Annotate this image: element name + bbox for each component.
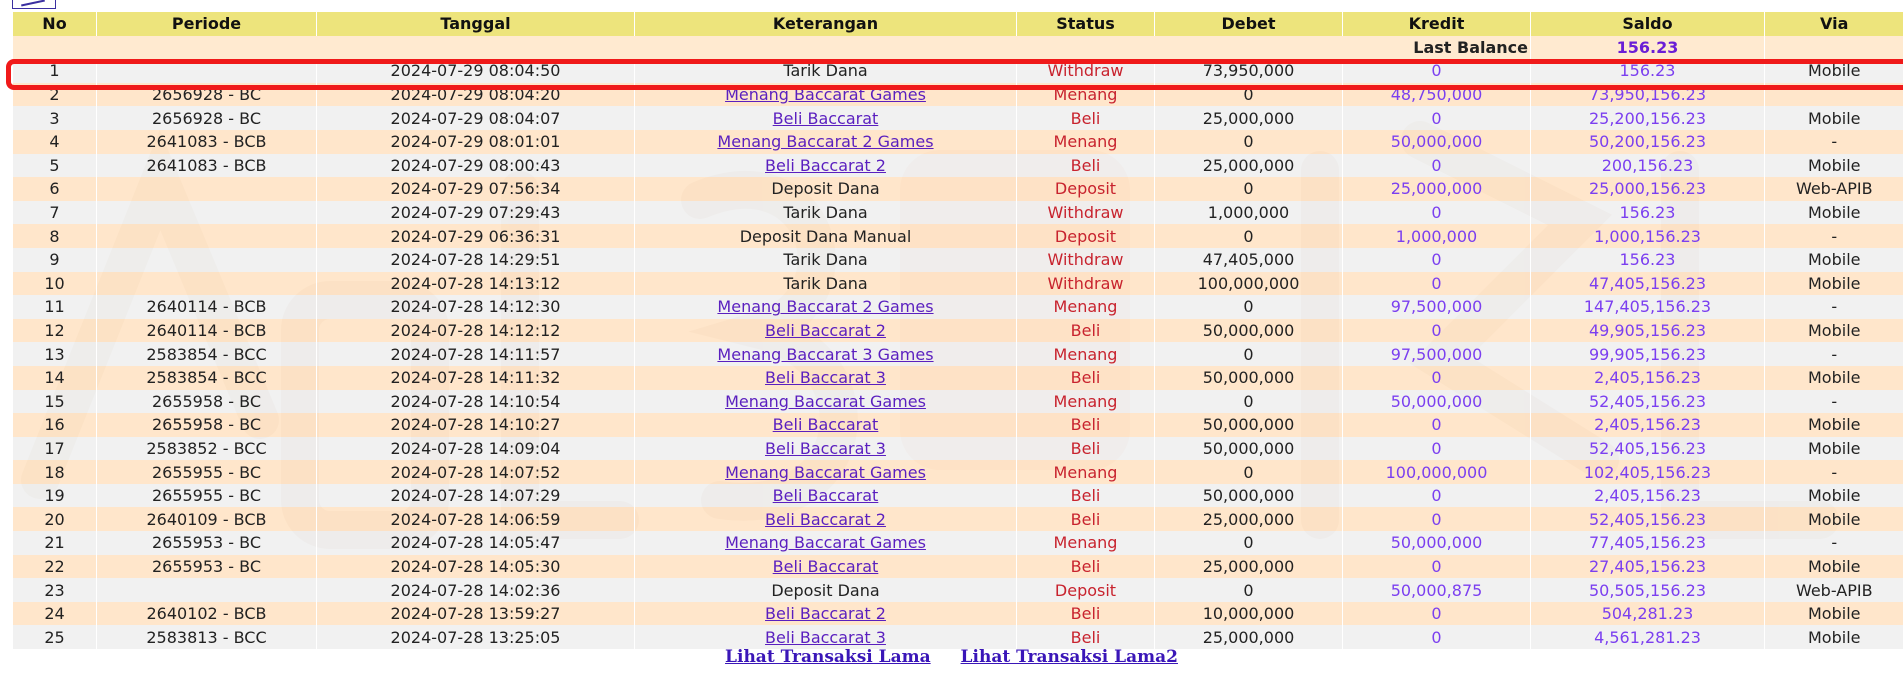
- cell-keterangan: [635, 437, 1017, 461]
- cell-periode: 2655953 - BC: [97, 531, 317, 555]
- keterangan-link[interactable]: Beli Baccarat 2: [765, 321, 886, 341]
- cell-tanggal: 2024-07-28 14:02:36: [317, 578, 635, 602]
- cell-no: 19: [13, 484, 97, 508]
- col-header-keterangan[interactable]: Keterangan: [635, 12, 1017, 36]
- keterangan-link[interactable]: Menang Baccarat Games: [725, 391, 926, 411]
- table-row: [13, 578, 1903, 602]
- cell-via: Web-APIB: [1765, 578, 1903, 602]
- cell-kredit: 0: [1343, 625, 1531, 649]
- table-row: [13, 460, 1903, 484]
- table-row: [13, 507, 1903, 531]
- cell-no: 1: [13, 59, 97, 83]
- cell-debet: 50,000,000: [1155, 366, 1343, 390]
- cell-saldo: 2,405,156.23: [1531, 413, 1765, 437]
- table-row: [13, 319, 1903, 343]
- envelope-icon[interactable]: [12, 0, 56, 9]
- cell-status: Beli: [1017, 413, 1155, 437]
- cell-tanggal: 2024-07-29 08:04:20: [317, 83, 635, 107]
- cell-kredit: 50,000,875: [1343, 578, 1531, 602]
- cell-tanggal: 2024-07-28 13:59:27: [317, 602, 635, 626]
- cell-periode: 2583813 - BCC: [97, 625, 317, 649]
- cell-saldo: 4,561,281.23: [1531, 625, 1765, 649]
- cell-no: 25: [13, 625, 97, 649]
- cell-kredit: 0: [1343, 507, 1531, 531]
- cell-no: 11: [13, 295, 97, 319]
- cell-saldo: 52,405,156.23: [1531, 390, 1765, 414]
- cell-periode: 2655953 - BC: [97, 555, 317, 579]
- table-row: [13, 154, 1903, 178]
- cell-no: 2: [13, 83, 97, 107]
- cell-keterangan: [635, 460, 1017, 484]
- cell-no: 6: [13, 177, 97, 201]
- cell-via: Mobile: [1765, 555, 1903, 579]
- cell-kredit: 0: [1343, 437, 1531, 461]
- cell-periode: [97, 248, 317, 272]
- last-balance-label: Last Balance: [13, 36, 1531, 60]
- col-header-status[interactable]: Status: [1017, 12, 1155, 36]
- cell-saldo: 47,405,156.23: [1531, 272, 1765, 296]
- cell-status: Menang: [1017, 342, 1155, 366]
- last-balance-row: [13, 36, 1903, 60]
- table-row: [13, 484, 1903, 508]
- cell-keterangan: [635, 625, 1017, 649]
- cell-keterangan: [635, 531, 1017, 555]
- cell-tanggal: 2024-07-28 14:05:30: [317, 555, 635, 579]
- cell-tanggal: 2024-07-29 08:04:07: [317, 106, 635, 130]
- cell-status: Beli: [1017, 484, 1155, 508]
- keterangan-link[interactable]: Beli Baccarat 3: [765, 627, 886, 647]
- cell-status: Beli: [1017, 625, 1155, 649]
- cell-via: Mobile: [1765, 201, 1903, 225]
- cell-via: Mobile: [1765, 413, 1903, 437]
- cell-debet: 0: [1155, 224, 1343, 248]
- cell-tanggal: 2024-07-28 14:10:54: [317, 390, 635, 414]
- cell-saldo: 50,200,156.23: [1531, 130, 1765, 154]
- cell-keterangan: Tarik Dana: [635, 248, 1017, 272]
- cell-status: Withdraw: [1017, 59, 1155, 83]
- keterangan-link[interactable]: Menang Baccarat Games: [725, 462, 926, 482]
- cell-kredit: 0: [1343, 413, 1531, 437]
- cell-periode: 2640109 - BCB: [97, 507, 317, 531]
- cell-status: Beli: [1017, 437, 1155, 461]
- cell-kredit: 0: [1343, 106, 1531, 130]
- cell-debet: 1,000,000: [1155, 201, 1343, 225]
- cell-keterangan: [635, 555, 1017, 579]
- cell-kredit: 25,000,000: [1343, 177, 1531, 201]
- cell-kredit: 0: [1343, 154, 1531, 178]
- cell-status: Menang: [1017, 460, 1155, 484]
- table-row: [13, 413, 1903, 437]
- col-header-periode[interactable]: Periode: [97, 12, 317, 36]
- table-row: [13, 201, 1903, 225]
- cell-saldo: 2,405,156.23: [1531, 484, 1765, 508]
- cell-periode: 2583854 - BCC: [97, 366, 317, 390]
- cell-no: 24: [13, 602, 97, 626]
- table-row: [13, 248, 1903, 272]
- cell-status: Deposit: [1017, 578, 1155, 602]
- cell-saldo: 25,200,156.23: [1531, 106, 1765, 130]
- cell-via: Mobile: [1765, 59, 1903, 83]
- keterangan-link[interactable]: Menang Baccarat 2 Games: [717, 132, 934, 152]
- cell-saldo: 27,405,156.23: [1531, 555, 1765, 579]
- cell-via: Web-APIB: [1765, 177, 1903, 201]
- cell-via: Mobile: [1765, 154, 1903, 178]
- keterangan-link[interactable]: Beli Baccarat 2: [765, 604, 886, 624]
- cell-kredit: 100,000,000: [1343, 460, 1531, 484]
- cell-status: Beli: [1017, 366, 1155, 390]
- cell-no: 7: [13, 201, 97, 225]
- cell-saldo: 147,405,156.23: [1531, 295, 1765, 319]
- cell-tanggal: 2024-07-29 08:00:43: [317, 154, 635, 178]
- cell-via: -: [1765, 130, 1903, 154]
- cell-periode: 2655958 - BC: [97, 413, 317, 437]
- cell-periode: 2640114 - BCB: [97, 319, 317, 343]
- cell-saldo: 156.23: [1531, 248, 1765, 272]
- cell-periode: 2640114 - BCB: [97, 295, 317, 319]
- cell-periode: [97, 201, 317, 225]
- cell-status: Withdraw: [1017, 248, 1155, 272]
- cell-via: -: [1765, 342, 1903, 366]
- cell-no: 9: [13, 248, 97, 272]
- cell-saldo: 49,905,156.23: [1531, 319, 1765, 343]
- cell-kredit: 97,500,000: [1343, 295, 1531, 319]
- table-header-row: [13, 12, 1903, 36]
- cell-debet: 0: [1155, 177, 1343, 201]
- cell-no: 3: [13, 106, 97, 130]
- cell-tanggal: 2024-07-28 14:12:30: [317, 295, 635, 319]
- cell-debet: 0: [1155, 531, 1343, 555]
- cell-tanggal: 2024-07-29 07:29:43: [317, 201, 635, 225]
- cell-kredit: 0: [1343, 272, 1531, 296]
- cell-keterangan: [635, 154, 1017, 178]
- cell-debet: 25,000,000: [1155, 507, 1343, 531]
- cell-tanggal: 2024-07-28 14:09:04: [317, 437, 635, 461]
- cell-saldo: 52,405,156.23: [1531, 437, 1765, 461]
- table-row: [13, 366, 1903, 390]
- cell-no: 17: [13, 437, 97, 461]
- last-balance-empty: [1765, 36, 1903, 60]
- table-row: [13, 295, 1903, 319]
- cell-saldo: 25,000,156.23: [1531, 177, 1765, 201]
- cell-no: 21: [13, 531, 97, 555]
- cell-tanggal: 2024-07-28 14:29:51: [317, 248, 635, 272]
- cell-debet: 0: [1155, 390, 1343, 414]
- cell-periode: 2641083 - BCB: [97, 130, 317, 154]
- cell-tanggal: 2024-07-28 14:11:32: [317, 366, 635, 390]
- table-row: [13, 224, 1903, 248]
- col-header-saldo[interactable]: Saldo: [1531, 12, 1765, 36]
- cell-no: 20: [13, 507, 97, 531]
- cell-keterangan: Deposit Dana: [635, 578, 1017, 602]
- cell-status: Menang: [1017, 531, 1155, 555]
- cell-status: Menang: [1017, 130, 1155, 154]
- cell-via: Mobile: [1765, 272, 1903, 296]
- keterangan-link[interactable]: Beli Baccarat 3: [765, 438, 886, 458]
- cell-debet: 50,000,000: [1155, 484, 1343, 508]
- cell-kredit: 48,750,000: [1343, 83, 1531, 107]
- cell-via: [1765, 83, 1903, 107]
- cell-keterangan: [635, 484, 1017, 508]
- cell-periode: 2655958 - BC: [97, 390, 317, 414]
- cell-periode: 2583852 - BCC: [97, 437, 317, 461]
- cell-via: Mobile: [1765, 437, 1903, 461]
- cell-no: 18: [13, 460, 97, 484]
- cell-no: 10: [13, 272, 97, 296]
- cell-debet: 25,000,000: [1155, 555, 1343, 579]
- cell-status: Beli: [1017, 319, 1155, 343]
- keterangan-link[interactable]: Beli Baccarat 2: [765, 155, 886, 175]
- cell-keterangan: [635, 83, 1017, 107]
- cell-via: -: [1765, 295, 1903, 319]
- cell-tanggal: 2024-07-28 14:13:12: [317, 272, 635, 296]
- cell-status: Beli: [1017, 602, 1155, 626]
- cell-kredit: 0: [1343, 555, 1531, 579]
- cell-status: Withdraw: [1017, 272, 1155, 296]
- cell-keterangan: [635, 602, 1017, 626]
- cell-debet: 50,000,000: [1155, 413, 1343, 437]
- cell-debet: 50,000,000: [1155, 437, 1343, 461]
- cell-debet: 73,950,000: [1155, 59, 1343, 83]
- last-balance-value: 156.23: [1531, 36, 1765, 60]
- table-row: [13, 342, 1903, 366]
- table-row: [13, 83, 1903, 107]
- cell-kredit: 0: [1343, 484, 1531, 508]
- cell-via: -: [1765, 390, 1903, 414]
- cell-keterangan: [635, 413, 1017, 437]
- cell-via: -: [1765, 224, 1903, 248]
- cell-no: 14: [13, 366, 97, 390]
- cell-saldo: 99,905,156.23: [1531, 342, 1765, 366]
- keterangan-link[interactable]: Menang Baccarat 3 Games: [717, 344, 934, 364]
- cell-kredit: 0: [1343, 201, 1531, 225]
- cell-debet: 100,000,000: [1155, 272, 1343, 296]
- keterangan-link[interactable]: Menang Baccarat Games: [725, 533, 926, 553]
- table-row: [13, 602, 1903, 626]
- table-row: [13, 177, 1903, 201]
- cell-debet: 0: [1155, 460, 1343, 484]
- cell-no: 5: [13, 154, 97, 178]
- cell-status: Menang: [1017, 295, 1155, 319]
- cell-no: 22: [13, 555, 97, 579]
- cell-kredit: 50,000,000: [1343, 531, 1531, 555]
- cell-keterangan: [635, 342, 1017, 366]
- cell-tanggal: 2024-07-28 14:11:57: [317, 342, 635, 366]
- table-row: [13, 390, 1903, 414]
- cell-via: Mobile: [1765, 484, 1903, 508]
- cell-periode: [97, 224, 317, 248]
- cell-via: Mobile: [1765, 106, 1903, 130]
- cell-keterangan: [635, 390, 1017, 414]
- cell-periode: 2656928 - BC: [97, 83, 317, 107]
- cell-via: Mobile: [1765, 319, 1903, 343]
- table-row: [13, 437, 1903, 461]
- keterangan-link[interactable]: Beli Baccarat 2: [765, 509, 886, 529]
- cell-debet: 25,000,000: [1155, 106, 1343, 130]
- cell-saldo: 73,950,156.23: [1531, 83, 1765, 107]
- cell-keterangan: Tarik Dana: [635, 272, 1017, 296]
- cell-keterangan: Tarik Dana: [635, 201, 1017, 225]
- cell-keterangan: [635, 295, 1017, 319]
- cell-saldo: 77,405,156.23: [1531, 531, 1765, 555]
- cell-saldo: 50,505,156.23: [1531, 578, 1765, 602]
- footer-links: [0, 647, 1903, 673]
- cell-kredit: 0: [1343, 366, 1531, 390]
- cell-keterangan: [635, 130, 1017, 154]
- table-row: [13, 555, 1903, 579]
- cell-debet: 47,405,000: [1155, 248, 1343, 272]
- cell-via: Mobile: [1765, 507, 1903, 531]
- cell-via: -: [1765, 460, 1903, 484]
- cell-saldo: 504,281.23: [1531, 602, 1765, 626]
- cell-periode: 2640102 - BCB: [97, 602, 317, 626]
- cell-kredit: 0: [1343, 248, 1531, 272]
- keterangan-link[interactable]: Menang Baccarat Games: [725, 85, 926, 105]
- cell-status: Menang: [1017, 83, 1155, 107]
- cell-tanggal: 2024-07-28 14:12:12: [317, 319, 635, 343]
- keterangan-link[interactable]: Beli Baccarat: [772, 486, 879, 506]
- cell-saldo: 2,405,156.23: [1531, 366, 1765, 390]
- table-row: [13, 625, 1903, 649]
- cell-status: Beli: [1017, 507, 1155, 531]
- cell-tanggal: 2024-07-28 14:07:29: [317, 484, 635, 508]
- cell-tanggal: 2024-07-28 13:25:05: [317, 625, 635, 649]
- cell-kredit: 50,000,000: [1343, 130, 1531, 154]
- cell-via: Mobile: [1765, 366, 1903, 390]
- cell-debet: 25,000,000: [1155, 154, 1343, 178]
- cell-debet: 0: [1155, 295, 1343, 319]
- cell-periode: [97, 177, 317, 201]
- cell-no: 8: [13, 224, 97, 248]
- cell-via: Mobile: [1765, 602, 1903, 626]
- cell-status: Deposit: [1017, 224, 1155, 248]
- table-row: [13, 272, 1903, 296]
- cell-status: Beli: [1017, 555, 1155, 579]
- table-row: [13, 106, 1903, 130]
- cell-periode: 2583854 - BCC: [97, 342, 317, 366]
- cell-keterangan: [635, 507, 1017, 531]
- col-header-kredit[interactable]: Kredit: [1343, 12, 1531, 36]
- cell-keterangan: Tarik Dana: [635, 59, 1017, 83]
- cell-debet: 0: [1155, 130, 1343, 154]
- cell-status: Deposit: [1017, 177, 1155, 201]
- cell-debet: 0: [1155, 342, 1343, 366]
- cell-debet: 50,000,000: [1155, 319, 1343, 343]
- cell-tanggal: 2024-07-29 06:36:31: [317, 224, 635, 248]
- cell-no: 13: [13, 342, 97, 366]
- cell-keterangan: [635, 319, 1017, 343]
- cell-status: Menang: [1017, 390, 1155, 414]
- cell-keterangan: Deposit Dana: [635, 177, 1017, 201]
- cell-saldo: 156.23: [1531, 201, 1765, 225]
- cell-saldo: 52,405,156.23: [1531, 507, 1765, 531]
- cell-saldo: 156.23: [1531, 59, 1765, 83]
- cell-no: 4: [13, 130, 97, 154]
- cell-keterangan: [635, 366, 1017, 390]
- cell-no: 16: [13, 413, 97, 437]
- keterangan-link[interactable]: Beli Baccarat: [772, 556, 879, 576]
- table-row: [13, 531, 1903, 555]
- col-header-no[interactable]: No: [13, 12, 97, 36]
- cell-tanggal: 2024-07-28 14:06:59: [317, 507, 635, 531]
- col-header-via[interactable]: Via: [1765, 12, 1903, 36]
- cell-via: Mobile: [1765, 248, 1903, 272]
- cell-no: 12: [13, 319, 97, 343]
- cell-keterangan: [635, 106, 1017, 130]
- cell-via: Mobile: [1765, 625, 1903, 649]
- col-header-tanggal[interactable]: Tanggal: [317, 12, 635, 36]
- cell-tanggal: 2024-07-28 14:05:47: [317, 531, 635, 555]
- cell-status: Beli: [1017, 154, 1155, 178]
- col-header-debet[interactable]: Debet: [1155, 12, 1343, 36]
- cell-tanggal: 2024-07-29 08:01:01: [317, 130, 635, 154]
- cell-debet: 0: [1155, 578, 1343, 602]
- cell-saldo: 1,000,156.23: [1531, 224, 1765, 248]
- cell-kredit: 0: [1343, 602, 1531, 626]
- cell-kredit: 0: [1343, 319, 1531, 343]
- cell-no: 15: [13, 390, 97, 414]
- cell-via: -: [1765, 531, 1903, 555]
- old-transactions-link[interactable]: Lihat Transaksi Lama: [725, 647, 931, 667]
- cell-periode: [97, 578, 317, 602]
- keterangan-link[interactable]: Beli Baccarat: [772, 108, 879, 128]
- cell-periode: 2655955 - BC: [97, 484, 317, 508]
- old-transactions-2-link[interactable]: Lihat Transaksi Lama2: [960, 647, 1178, 667]
- table-row: [13, 130, 1903, 154]
- cell-status: Beli: [1017, 106, 1155, 130]
- cell-saldo: 102,405,156.23: [1531, 460, 1765, 484]
- keterangan-link[interactable]: Beli Baccarat: [772, 415, 879, 435]
- cell-tanggal: 2024-07-29 08:04:50: [317, 59, 635, 83]
- transaction-table: [12, 12, 1903, 649]
- cell-saldo: 200,156.23: [1531, 154, 1765, 178]
- cell-tanggal: 2024-07-28 14:10:27: [317, 413, 635, 437]
- keterangan-link[interactable]: Beli Baccarat 3: [765, 368, 886, 388]
- cell-periode: 2655955 - BC: [97, 460, 317, 484]
- cell-periode: 2641083 - BCB: [97, 154, 317, 178]
- cell-status: Withdraw: [1017, 201, 1155, 225]
- cell-kredit: 0: [1343, 59, 1531, 83]
- cell-kredit: 50,000,000: [1343, 390, 1531, 414]
- cell-periode: [97, 272, 317, 296]
- cell-no: 23: [13, 578, 97, 602]
- cell-tanggal: 2024-07-28 14:07:52: [317, 460, 635, 484]
- cell-debet: 10,000,000: [1155, 602, 1343, 626]
- cell-debet: 25,000,000: [1155, 625, 1343, 649]
- keterangan-link[interactable]: Menang Baccarat 2 Games: [717, 297, 934, 317]
- cell-debet: 0: [1155, 83, 1343, 107]
- cell-periode: [97, 59, 317, 83]
- cell-kredit: 97,500,000: [1343, 342, 1531, 366]
- cell-keterangan: Deposit Dana Manual: [635, 224, 1017, 248]
- cell-tanggal: 2024-07-29 07:56:34: [317, 177, 635, 201]
- cell-periode: 2656928 - BC: [97, 106, 317, 130]
- table-row: [13, 59, 1903, 83]
- cell-kredit: 1,000,000: [1343, 224, 1531, 248]
